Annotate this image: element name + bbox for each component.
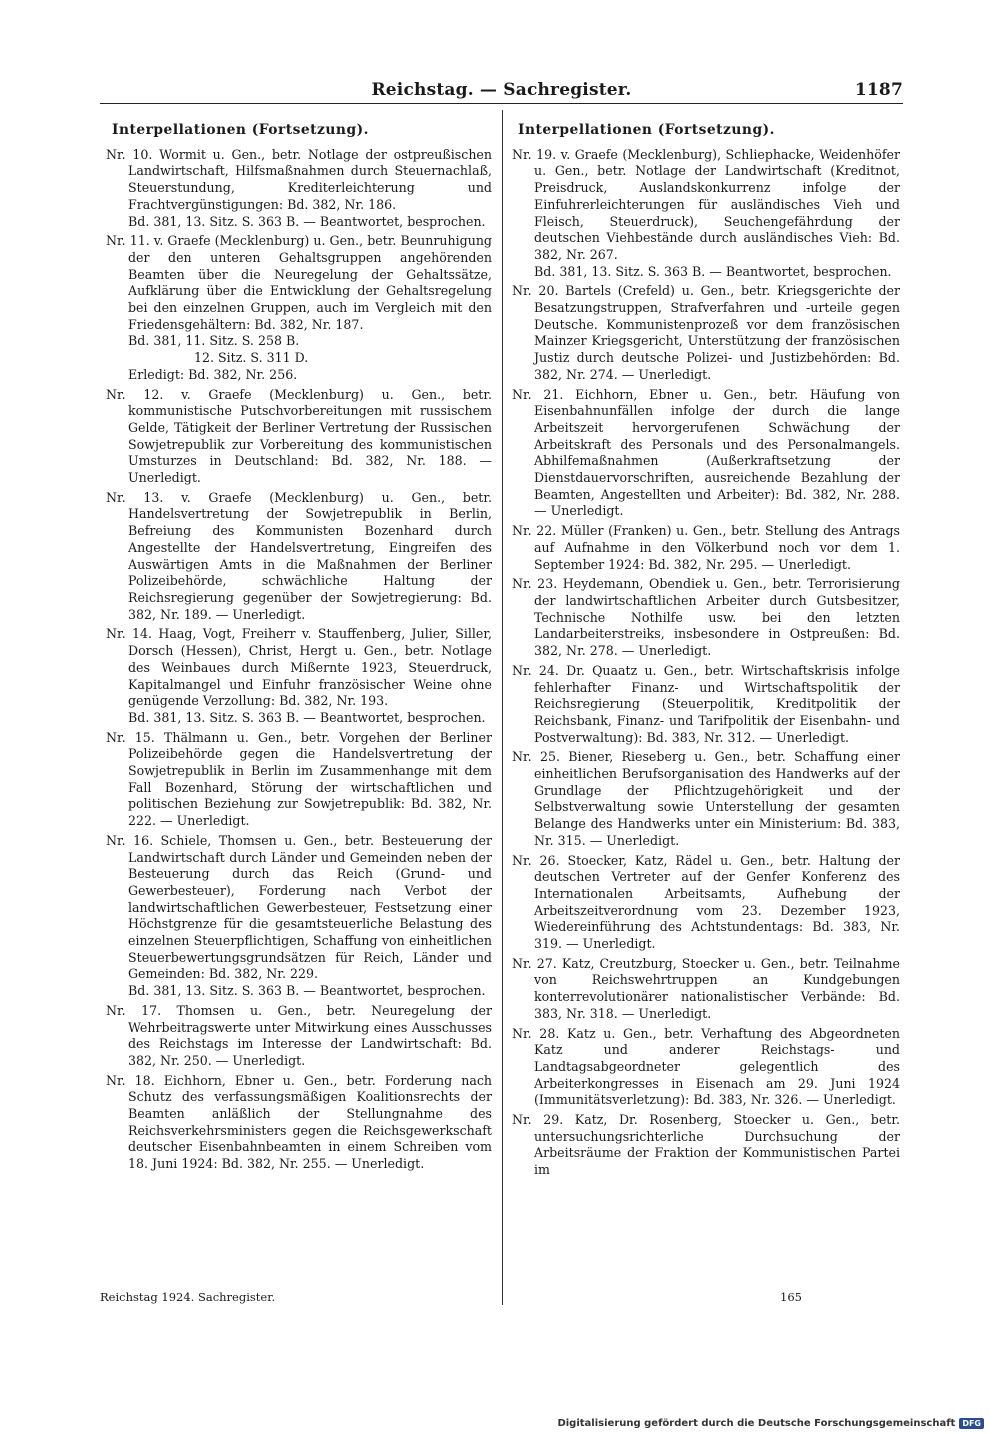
- index-entry: [512, 1026, 900, 1110]
- index-entry-text: Nr. 21. Eichhorn, Ebner u. Gen., betr. Häufung von Eisenbahnunfällen infolge der durch die lange Arbeitszeit hervorgerufenen Schwächung der Arbeitskraft des Personals und des Personalmangels. Abhilfemaßnahmen (Außerkraftsetzung der Dienstdauervorschriften, ausreichende Bezahlung der Beamten, Angestellten und Arbeiter): Bd. 382, Nr. 288. — Unerledigt.: [512, 386, 900, 519]
- page-number: 1187: [854, 80, 903, 100]
- index-entry: [106, 730, 492, 830]
- index-entry: [106, 233, 492, 383]
- header-rule: [100, 103, 903, 104]
- index-entry-text: Nr. 10. Wormit u. Gen., betr. Notlage der ostpreußischen Landwirtschaft, Hilfsmaßnahmen durch Steuernachlaß, Steuerstundung, Krediterleichterung und Frachtvergünstigungen: Bd. 382, Nr. 186.: [106, 146, 492, 212]
- index-entry-text: Nr. 12. v. Graefe (Mecklenburg) u. Gen., betr. kommunistische Putschvorbereitungen mit russischem Gelde, Tätigkeit der Berliner Vertretung der Russischen Sowjetrepublik zur Vorbereitung des kommunistischen Umsturzes in Deutschland: Bd. 382, Nr. 188. — Unerledigt.: [106, 386, 492, 486]
- index-entry: [512, 147, 900, 281]
- index-entry-text: Nr. 27. Katz, Creutzburg, Stoecker u. Gen., betr. Teilnahme von Reichswehrtruppen an Kundgebungen konterrevolutionärer nationalistischer Verbände: Bd. 383, Nr. 318. — Unerledigt.: [512, 955, 900, 1021]
- index-entry-text: Nr. 19. v. Graefe (Mecklenburg), Schliephacke, Weidenhöfer u. Gen., betr. Notlage der Landwirtschaft (Kreditnot, Preisdruck, Auslandskonkurrenz infolge der Einfuhrerleichterungen für ausländisches Vieh und Fleisch, Steuerdruck), Seuchengefährdung der deutschen Viehbestände durch ausländisches Vieh: Bd. 382, Nr. 267.: [512, 146, 900, 262]
- index-entry-text: Nr. 26. Stoecker, Katz, Rädel u. Gen., betr. Haltung der deutschen Vertreter auf der Genfer Konferenz des Internationalen Arbeitsamts, Aufhebung der Arbeitszeitverordnung vom 23. Dezember 1923, Wiedereinführung des Achtstundentags: Bd. 383, Nr. 319. — Unerledigt.: [512, 852, 900, 952]
- index-entry-reference: 12. Sitz. S. 311 D.: [194, 350, 309, 366]
- right-section-heading: Interpellationen (Fortsetzung).: [518, 122, 775, 138]
- footer-page-number: 165: [780, 1290, 802, 1304]
- index-entry: [106, 490, 492, 624]
- left-section-heading: Interpellationen (Fortsetzung).: [112, 122, 369, 138]
- index-entry: [106, 387, 492, 487]
- page-header: [100, 80, 903, 102]
- index-entry-reference: Erledigt: Bd. 382, Nr. 256.: [128, 366, 298, 382]
- index-entry: [106, 833, 492, 1000]
- index-entry: [512, 283, 900, 383]
- index-entry-reference: Bd. 381, 13. Sitz. S. 363 B. — Beantwortet, besprochen.: [534, 263, 892, 279]
- index-entry: [512, 1112, 900, 1179]
- right-column: [512, 118, 900, 1182]
- index-entry-text: Nr. 11. v. Graefe (Mecklenburg) u. Gen., betr. Beunruhigung der den unteren Gehaltsgruppen angehörenden Beamten über die Neuregelung der Gehaltssätze, Aufklärung über die Entwicklung der Gehaltsregelung bei den einzelnen Gruppen, auch im Vergleich mit den Friedensgehältern: Bd. 382, Nr. 187.: [106, 233, 492, 332]
- index-entry-text: Nr. 28. Katz u. Gen., betr. Verhaftung des Abgeordneten Katz und anderer Reichstags- und Landtagsabgeordneter gelegentlich des Arbeiterkongresses in Eisenach am 29. Juni 1924 (Immunitätsverletzung): Bd. 383, Nr. 326. — Unerledigt.: [512, 1025, 900, 1108]
- index-entry-text: Nr. 25. Biener, Rieseberg u. Gen., betr. Schaffung einer einheitlichen Berufsorganisation des Handwerks auf der Grundlage der Pflichtzugehörigkeit und der Selbstverwaltung sowie Unterstellung der gesamten Belange des Handwerks unter ein Ministerium: Bd. 383, Nr. 315. — Unerledigt.: [512, 749, 900, 848]
- index-entry: [512, 576, 900, 660]
- dfg-logo: DFG: [959, 1418, 984, 1429]
- column-divider: [502, 110, 503, 1305]
- dfg-credit: [557, 1418, 984, 1429]
- index-entry-text: Nr. 24. Dr. Quaatz u. Gen., betr. Wirtschaftskrisis infolge fehlerhafter Finanz- und Wirtschaftspolitik der Reichsregierung (Steuerpolitik, Kreditpolitik der Reichsbank, Finanz- und Tarifpolitik der Eisenbahn- und Postverwaltung): Bd. 383, Nr. 312. — Unerledigt.: [512, 662, 900, 745]
- index-entry: [106, 1073, 492, 1173]
- index-entry-text: Nr. 29. Katz, Dr. Rosenberg, Stoecker u. Gen., betr. untersuchungsrichterliche Durchsuchung der Arbeitsräume der Fraktion der Kommunistischen Partei im: [512, 1112, 900, 1178]
- index-entry: [106, 626, 492, 726]
- index-entry-reference: Bd. 381, 13. Sitz. S. 363 B. — Beantwortet, besprochen.: [128, 709, 486, 725]
- left-column: [106, 118, 492, 1176]
- index-entry-text: Nr. 17. Thomsen u. Gen., betr. Neuregelung der Wehrbeitragswerte unter Mitwirkung eines Ausschusses des Reichstags im Interesse der Landwirtschaft: Bd. 382, Nr. 250. — Unerledigt.: [106, 1002, 492, 1068]
- index-entry-reference: Bd. 381, 13. Sitz. S. 363 B. — Beantwortet, besprochen.: [128, 983, 486, 999]
- index-entry-reference: Bd. 381, 11. Sitz. S. 258 B.: [128, 333, 300, 349]
- right-entry-list: [512, 147, 900, 1179]
- index-entry-text: Nr. 15. Thälmann u. Gen., betr. Vorgehen der Berliner Polizeibehörde gegen die Handelsvertretung der Sowjetrepublik in Berlin im Zusammenhange mit dem Fall Bozenhard, Störung der wirtschaftlichen und politischen Beziehung zur Sowjetrepublik: Bd. 382, Nr. 222. — Unerledigt.: [106, 729, 492, 829]
- index-entry: [512, 663, 900, 747]
- left-entry-list: [106, 147, 492, 1173]
- index-entry-text: Nr. 22. Müller (Franken) u. Gen., betr. Stellung des Antrags auf Aufnahme in den Völkerbund noch vor dem 1. September 1924: Bd. 382, Nr. 295. — Unerledigt.: [512, 523, 900, 572]
- index-entry-text: Nr. 14. Haag, Vogt, Freiherr v. Stauffenberg, Julier, Siller, Dorsch (Hessen), Christ, Hergt u. Gen., betr. Notlage des Weinbaues durch Mißernte 1923, Steuerdruck, Kapitalmangel und Einfuhr französischer Weine ohne genügende Verzollung: Bd. 382, Nr. 193.: [106, 626, 492, 709]
- index-entry: [512, 853, 900, 953]
- index-entry-text: Nr. 20. Bartels (Crefeld) u. Gen., betr. Kriegsgerichte der Besatzungstruppen, Strafverfahren und -urteile gegen Deutsche. Kommunistenprozeß vor dem französischen Mainzer Kriegsgericht, Unterstützung der französischen Justiz durch deutsche Polizei- und Justizbehörden: Bd. 382, Nr. 274. — Unerledigt.: [512, 283, 900, 382]
- index-entry: [512, 523, 900, 573]
- index-entry-text: Nr. 13. v. Graefe (Mecklenburg) u. Gen., betr. Handelsvertretung der Sowjetrepublik in Berlin, Befreiung des Kommunisten Bozenhard durch Angestellte der Handelsvertretung, Eingreifen des Auswärtigen Amts in die Maßnahmen der Berliner Polizeibehörde, schwächliche Haltung der Reichsregierung gegenüber der Sowjetregierung: Bd. 382, Nr. 189. — Unerledigt.: [106, 489, 492, 622]
- index-entry-text: Nr. 18. Eichhorn, Ebner u. Gen., betr. Forderung nach Schutz des verfassungsmäßigen Koalitionsrechts der Beamten anläßlich der Stellungnahme des Reichsverkehrsministers gegen die Reichsgewerkschaft deutscher Eisenbahnbeamten in einem Schreiben vom 18. Juni 1924: Bd. 382, Nr. 255. — Unerledigt.: [106, 1072, 492, 1172]
- footer-left: Reichstag 1924. Sachregister.: [100, 1290, 276, 1304]
- index-entry: [106, 1003, 492, 1070]
- index-entry-reference: Bd. 381, 13. Sitz. S. 363 B. — Beantwortet, besprochen.: [128, 213, 486, 229]
- index-entry: [512, 956, 900, 1023]
- dfg-credit-text: Digitalisierung gefördert durch die Deutsche Forschungsgemeinschaft: [557, 1418, 956, 1429]
- index-entry: [512, 749, 900, 849]
- index-entry: [512, 387, 900, 521]
- index-entry-text: Nr. 16. Schiele, Thomsen u. Gen., betr. Besteuerung der Landwirtschaft durch Länder und Gemeinden neben der Besteuerung durch das Reich (Grund- und Gewerbesteuer), Forderung nach Verbot der landwirtschaftlichen Gewerbesteuer, Festsetzung einer Höchstgrenze für die gesamtsteuerliche Belastung des einzelnen Steuerpflichtigen, Schaffung von einheitlichen Steuerbewertungsgrundsätzen für Reich, Länder und Gemeinden: Bd. 382, Nr. 229.: [106, 832, 492, 982]
- index-entry-text: Nr. 23. Heydemann, Obendiek u. Gen., betr. Terrorisierung der landwirtschaftlichen Arbeiter durch Gutsbesitzer, Technische Nothilfe usw. bei den letzten Landarbeiterstreiks, insbesondere in Ostpreußen: Bd. 382, Nr. 278. — Unerledigt.: [512, 576, 900, 659]
- index-entry: [106, 147, 492, 231]
- running-title: Reichstag. — Sachregister.: [371, 80, 632, 100]
